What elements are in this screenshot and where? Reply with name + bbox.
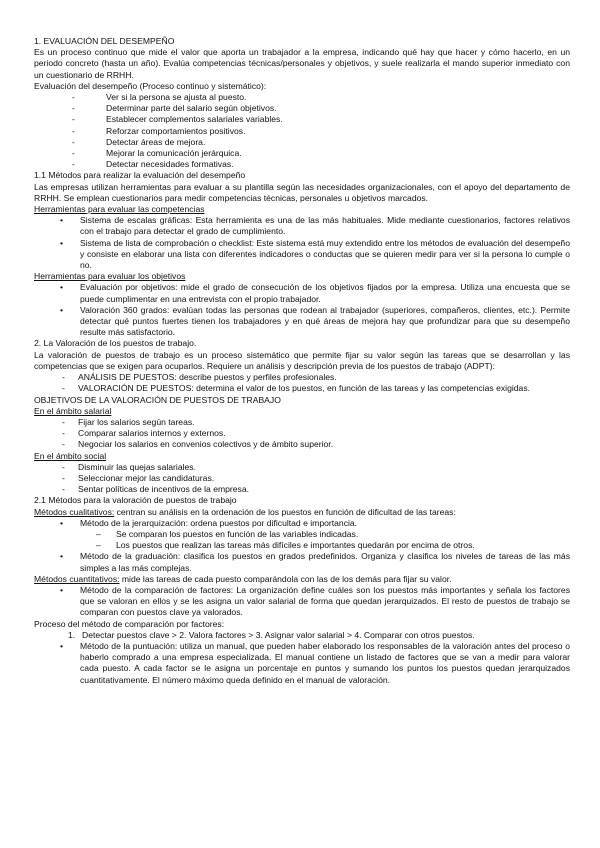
salary-scope-heading: En el ámbito salarial <box>34 405 112 416</box>
factor-comparison-steps <box>34 630 570 641</box>
list-item: • Método de la jerarquización: ordena puestos por dificultad e importancia. <box>34 518 570 529</box>
list-item: - ANÁLISIS DE PUESTOS: describe puestos y perfiles profesionales. <box>34 372 570 383</box>
list-item: • Método de la graduación: clasifica los puestos en grados predefinidos. Organiza y clasifica los niveles de tareas de las más simples a las más complejas. <box>34 551 570 573</box>
list-item: - Detectar necesidades formativas. <box>34 159 570 170</box>
list-item: • Método de la puntuación: utiliza un manual, que pueden haber elaborado los responsables de la valoración antes del proceso o haberlo comprado a una empresa especializada. El manual contiene un listado de factores que se van a medir para valorar cada puesto. A cada factor se le asigna un porcentaje en puntos y sumando los puntos los puestos quedan jerarquizados cuantitativamente. El número máximo queda definido en el manual de valoración. <box>34 641 570 686</box>
list-item: - Negociar los salarios en convenios colectivos y de ámbito superior. <box>34 439 570 450</box>
social-scope-heading: En el ámbito social <box>34 450 107 461</box>
list-item: • Evaluación por objetivos: mide el grado de consecución de los objetivos fijados por la empresa. Utiliza una encuesta que se puede cumplimentar en una entrevista con el propio trabajador. <box>34 282 570 304</box>
points-method-list <box>34 641 570 686</box>
list-item: • Sistema de escalas gráficas: Esta herramienta es una de las más habituales. Mide mediante cuestionarios, factores relativos con el trabajo para detectar el grado de cumplimiento. <box>34 215 570 237</box>
evaluation-purpose-list <box>34 92 570 170</box>
salary-scope-list <box>34 417 570 451</box>
list-item: - Seleccionar mejor las candidaturas. <box>34 473 570 484</box>
list-item: - Mejorar la comunicación jerárquica. <box>34 148 570 159</box>
section-2-1-title: 2.1 Métodos para la valoración de puestos de trabajo <box>34 495 237 506</box>
valuation-objectives-title: OBJETIVOS DE LA VALORACIÓN DE PUESTOS DE TRABAJO <box>34 394 281 405</box>
grading-method-list <box>34 551 570 573</box>
competencies-tools-list <box>34 215 570 271</box>
objectives-tools-list <box>34 282 570 338</box>
qualitative-methods-line <box>34 507 570 518</box>
section-2-title: 2. La Valoración de los puestos de trabajo. <box>34 338 197 349</box>
ranking-method-sublist <box>34 529 570 551</box>
list-item: - Establecer complementos salariales variables. <box>34 114 570 125</box>
evaluation-list-title: Evaluación del desempeño (Proceso continuo y sistemático): <box>34 80 267 91</box>
list-item: - Ver si la persona se ajusta al puesto. <box>34 92 570 103</box>
qualitative-methods-label: Métodos cualitativos: <box>34 506 115 517</box>
list-item: - Disminuir las quejas salariales. <box>34 462 570 473</box>
list-item: – Los puestos que realizan las tareas más difíciles e importantes quedarán por encima de otros. <box>34 540 570 551</box>
qualitative-methods-list <box>34 518 570 529</box>
list-item: - Determinar parte del salario según objetivos. <box>34 103 570 114</box>
list-item: - Comparar salarios internos y externos. <box>34 428 570 439</box>
list-item: - Sentar políticas de incentivos de la empresa. <box>34 484 570 495</box>
list-item: • Sistema de lista de comprobación o checklist: Este sistema está muy extendido entre los métodos de evaluación del desempeño y consiste en elaborar una lista con diferentes indicadores o conductas que se quieren medir para ver si la persona lo cumple o no. <box>34 238 570 272</box>
social-scope-list <box>34 462 570 496</box>
adpt-list <box>34 372 570 394</box>
list-item: - Fijar los salarios según tareas. <box>34 417 570 428</box>
qualitative-methods-text: centran su análisis en la ordenación de los puestos en función de dificultad de las tareas: <box>114 506 456 517</box>
objectives-tools-heading: Herramientas para evaluar los objetivos <box>34 271 186 282</box>
list-item: • Valoración 360 grados: evalúan todas las personas que rodean al trabajador (superiores, compañeros, clientes, etc.). Permite detectar qué puntos fuertes tienen los trabajadores y en qué áreas de mejora hay que profundizar para que su desempeño resulte más satisfactorio. <box>34 305 570 339</box>
section-1-title: 1. EVALUACIÓN DEL DESEMPEÑO <box>34 36 175 46</box>
quantitative-methods-line <box>34 574 570 585</box>
quantitative-methods-text: mide las tareas de cada puesto comparándola con las de los demás para fijar su valor. <box>119 573 452 584</box>
section-1-1-title: 1.1 Métodos para realizar la evaluación del desempeño <box>34 170 246 181</box>
quantitative-methods-label: Métodos cuantitativos: <box>34 573 120 584</box>
list-item: • Método de la comparación de factores: La organización define cuáles son los puestos más importantes y señala los factores que se valoran en ellos y se les asigna un valor salarial de forma que quedan jerarquizados. El resto de puestos de trabajo se comparan con puestos clave ya valorados. <box>34 585 570 619</box>
factor-comparison-list <box>34 585 570 619</box>
factor-comparison-process-title: Proceso del método de comparación por factores: <box>34 618 225 629</box>
list-item: - Reforzar comportamientos positivos. <box>34 126 570 137</box>
competencies-tools-heading: Herramientas para evaluar las competencias <box>34 204 205 215</box>
list-item: 1. Detectar puestos clave > 2. Valora factores > 3. Asignar valor salarial > 4. Comparar con otros puestos. <box>34 630 570 641</box>
section-2-intro: La valoración de puestos de trabajo es un proceso sistemático que permite fijar su valor según las tareas que se desarrollan y las competencias que se exigen para ocuparlos. Requiere un análisis y descripción previa de los puestos de trabajo (ADPT): <box>34 349 570 371</box>
list-item: - VALORACIÓN DE PUESTOS: determina el valor de los puestos, en función de las tareas y las competencias exigidas. <box>34 383 570 394</box>
section-1-1-intro: Las empresas utilizan herramientas para evaluar a su plantilla según las necesidades organizacionales, con el apoyo del departamento de RRHH. Se emplean cuestionarios para medir competencias técnicas, personales u objetivos marcados. <box>34 181 570 203</box>
list-item: - Detectar áreas de mejora. <box>34 137 570 148</box>
list-item: – Se comparan los puestos en función de las variables indicadas. <box>34 529 570 540</box>
section-1-intro: Es un proceso continuo que mide el valor que aporta un trabajador a la empresa, indicando qué hay que hacer y cómo hacerlo, en un periodo concreto (hasta un año). Evalúa competencias técnicas/personales y objetivos, y suele realizarla el mando superior inmediato con un cuestionario de RRHH. <box>34 47 570 80</box>
